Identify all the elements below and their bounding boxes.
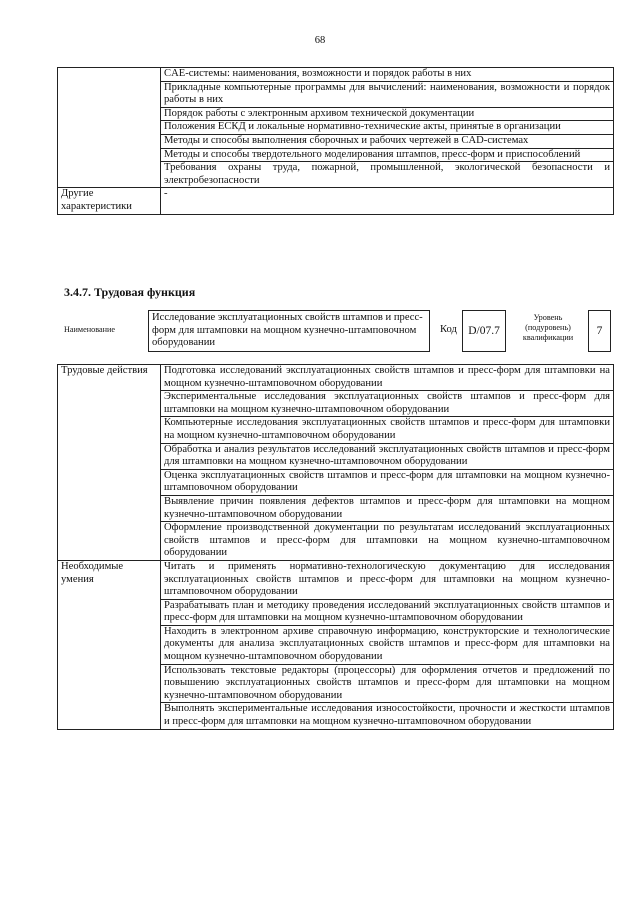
name-label: Наименование [64,325,116,334]
knowledge-label-cell [58,68,161,188]
knowledge-item: Методы и способы выполнения сборочных и рабочих чертежей в CAD-системах [161,134,614,148]
labor-function-table [57,364,614,730]
knowledge-item: Положения ЕСКД и локальные нормативно-технические акты, принятые в организации [161,121,614,135]
action-item: Компьютерные исследования эксплуатационных свойств штампов и пресс-форм для штамповки на мощном кузнечно-штамповочном оборудовании [161,417,614,443]
other-characteristics-label: Другие характеристики [58,188,161,214]
skill-item: Находить в электронном архиве справочную информацию, конструкторские и технологические документы для анализа эксплуатационных свойств штампов и пресс-форм для штамповки на мощном кузнечно-штамповочном оборудовании [161,625,614,664]
page-number: 68 [314,35,326,46]
table-row [58,560,614,599]
table-row [58,188,614,214]
skills-label: Необходимые умения [58,560,161,729]
other-characteristics-value: - [161,188,614,214]
action-item: Обработка и анализ результатов исследований эксплуатационных свойств штампов и пресс-форм для штамповки на мощном кузнечно-штамповочном оборудовании [161,443,614,469]
action-item: Выявление причин появления дефектов штампов и пресс-форм для штамповки на мощном кузнечно-штамповочном оборудовании [161,495,614,521]
function-name-box: Исследование эксплуатационных свойств штампов и пресс-форм для штамповки на мощном кузнечно-штамповочном оборудовании [148,310,430,352]
action-item: Оценка эксплуатационных свойств штампов и пресс-форм для штамповки на мощном кузнечно-штамповочном оборудовании [161,469,614,495]
action-item: Экспериментальные исследования эксплуатационных свойств штампов и пресс-форм для штамповки на мощном кузнечно-штамповочном оборудовании [161,391,614,417]
action-item: Подготовка исследований эксплуатационных свойств штампов и пресс-форм для штамповки на мощном кузнечно-штамповочном оборудовании [161,365,614,391]
knowledge-item: Методы и способы твердотельного моделирования штампов, пресс-форм и приспособлений [161,148,614,162]
level-label: Уровень (подуровень) квалификации [522,313,574,342]
code-label: Код [440,324,457,335]
level-value-box: 7 [588,310,611,352]
table-row [58,365,614,391]
section-title: 3.4.7. Трудовая функция [64,285,196,299]
code-value-box: D/07.7 [462,310,506,352]
knowledge-continuation-table [57,67,614,215]
knowledge-item: CAE-системы: наименования, возможности и порядок работы в них [161,68,614,82]
action-item: Оформление производственной документации по результатам исследований эксплуатационных свойств штампов и пресс-форм для штамповки на мощном кузнечно-штамповочном оборудовании [161,522,614,561]
table-row [58,68,614,82]
knowledge-item: Прикладные компьютерные программы для вычислений: наименования, возможности и порядок работы в них [161,81,614,107]
skill-item: Использовать текстовые редакторы (процессоры) для оформления отчетов и предложений по повышению эксплуатационных свойств штампов и пресс-форм для штамповки на мощном кузнечно-штамповочном оборудовании [161,664,614,703]
skill-item: Выполнять экспериментальные исследования износостойкости, прочности и жесткости штампов и пресс-форм для штамповки на мощном кузнечно-штамповочном оборудовании [161,703,614,729]
knowledge-item: Требования охраны труда, пожарной, промышленной, экологической безопасности и электробезопасности [161,162,614,188]
skill-item: Разрабатывать план и методику проведения исследований эксплуатационных свойств штампов и пресс-форм для штамповки на мощном кузнечно-штамповочном оборудовании [161,599,614,625]
actions-label: Трудовые действия [58,365,161,561]
knowledge-item: Порядок работы с электронным архивом технической документации [161,107,614,121]
skill-item: Читать и применять нормативно-технологическую документацию для исследования эксплуатационных свойств штампов и пресс-форм для штамповки на мощном кузнечно-штамповочном оборудовании [161,560,614,599]
